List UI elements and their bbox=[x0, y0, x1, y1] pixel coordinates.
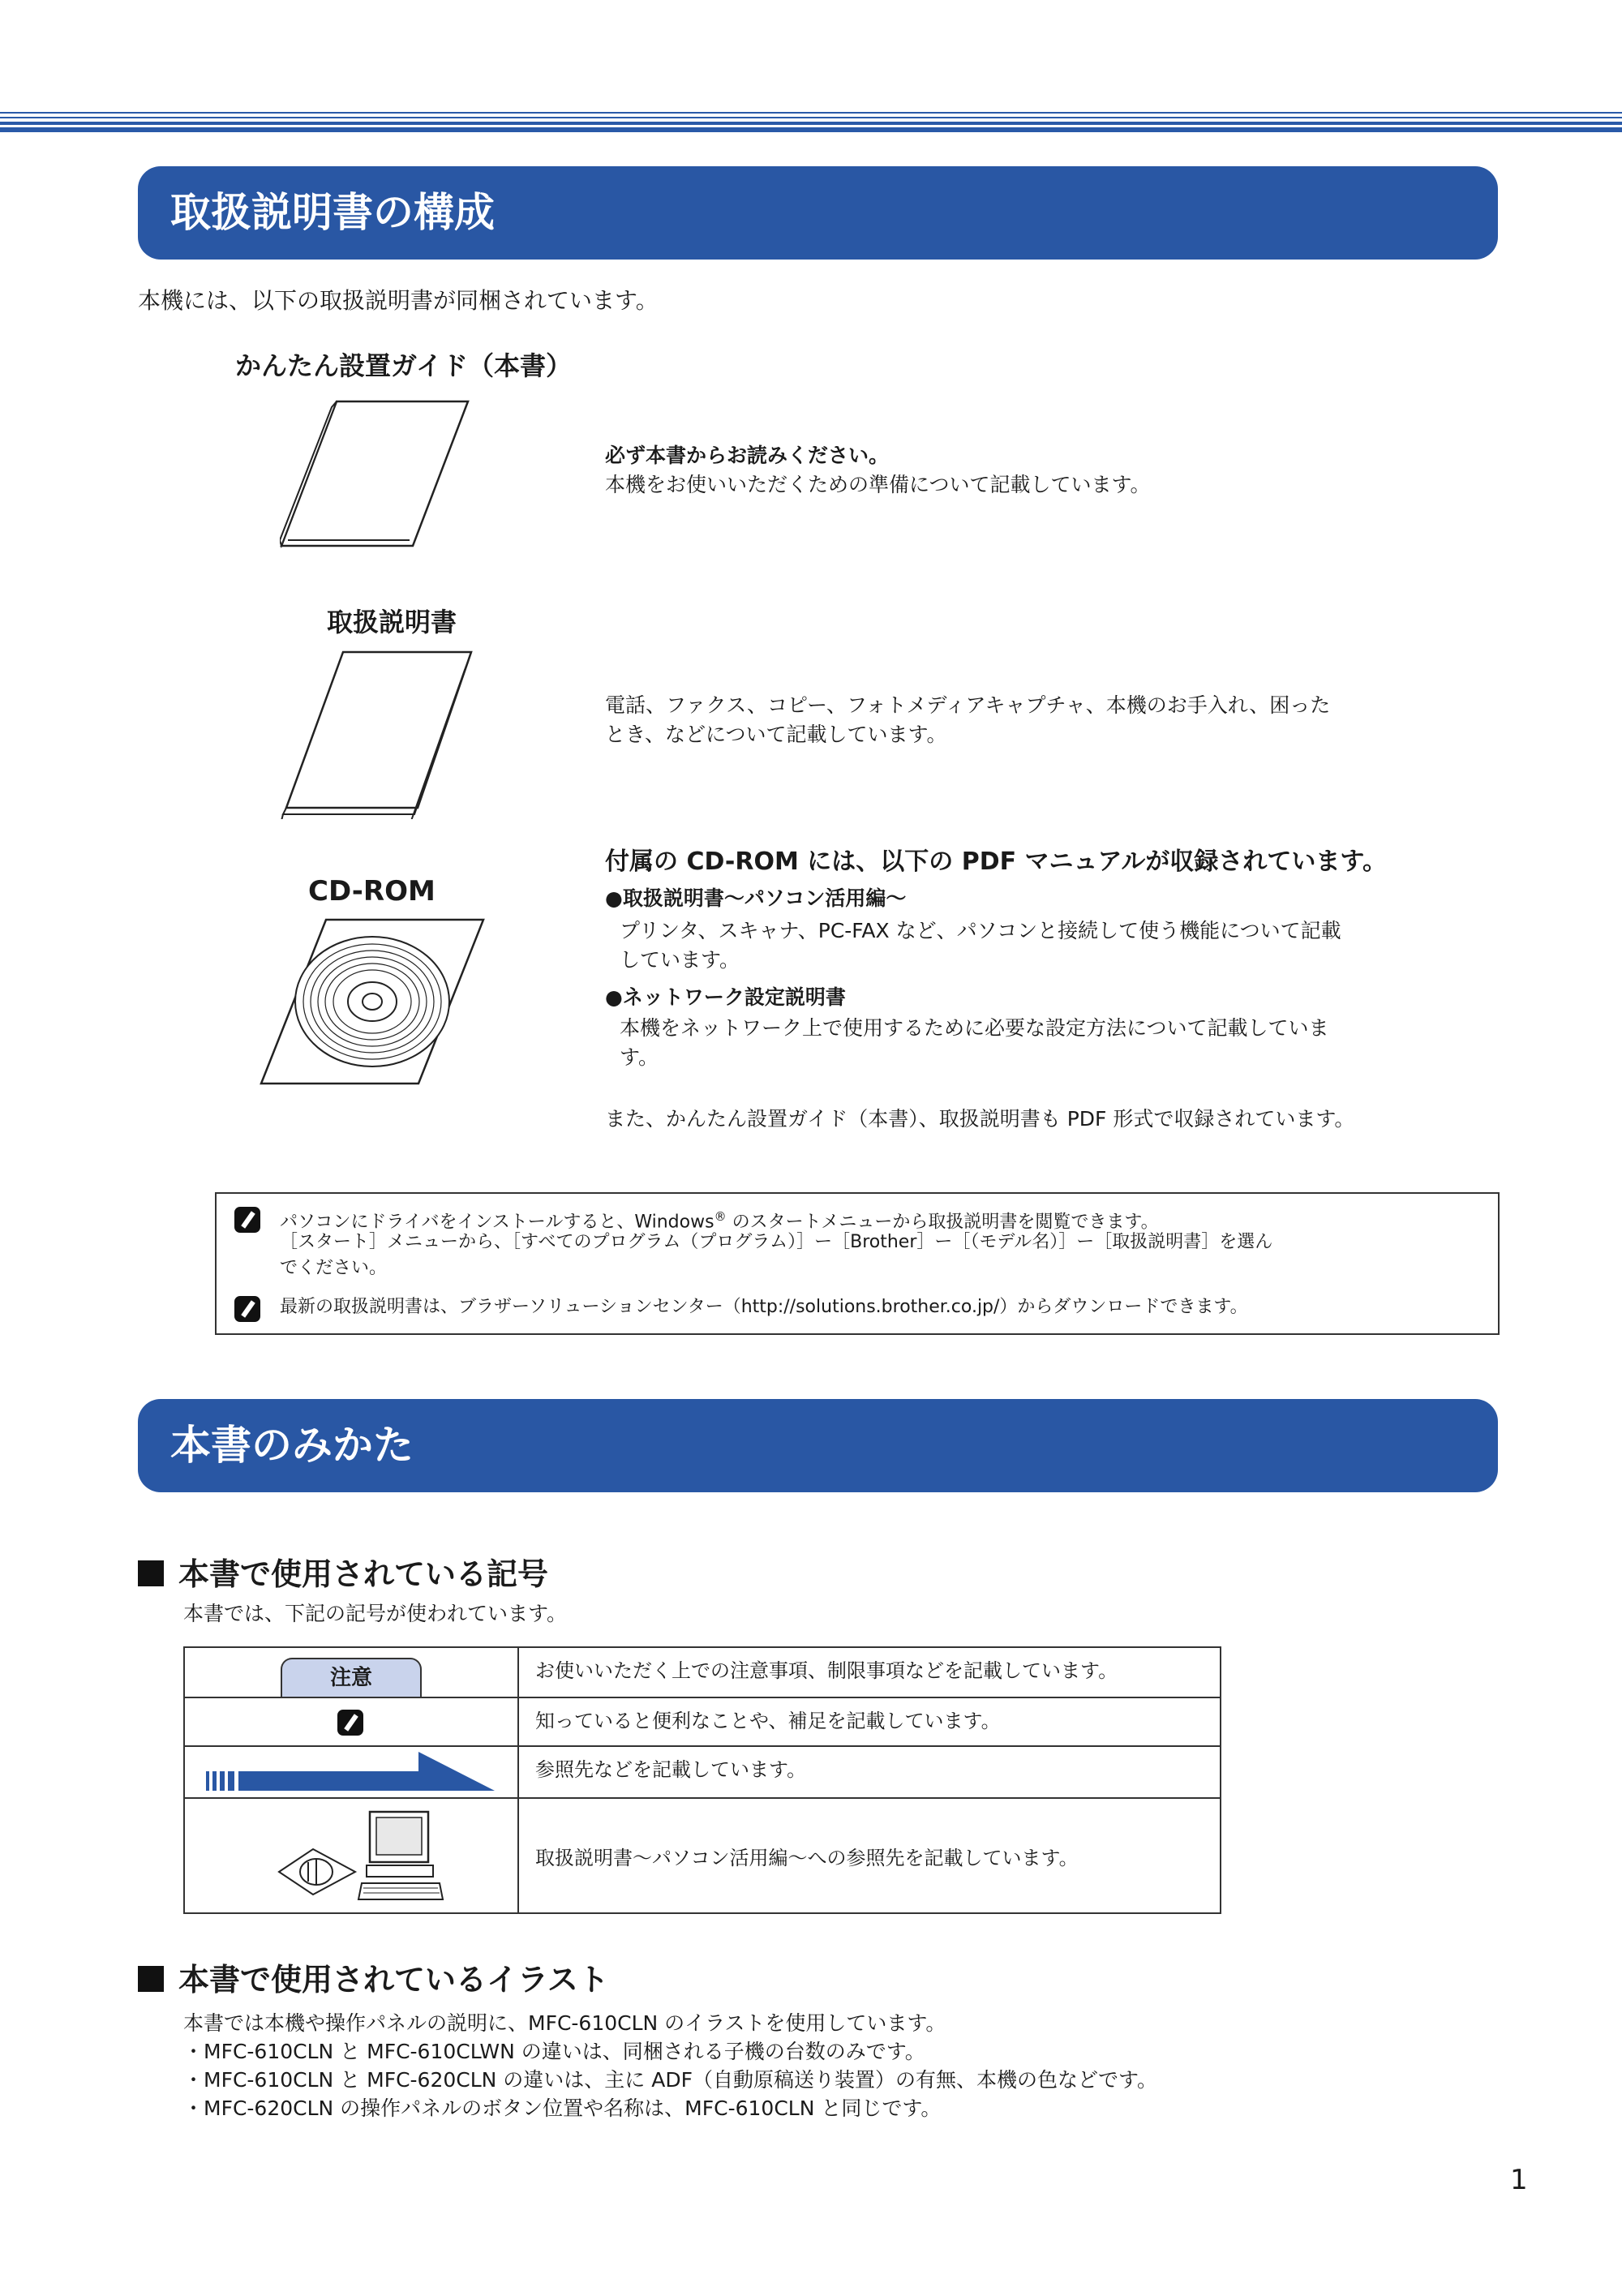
top-rule-4 bbox=[0, 127, 1622, 132]
symbols-heading bbox=[138, 1549, 548, 1594]
symbols-intro: 本書では、下記の記号が使われています。 bbox=[183, 1602, 568, 1625]
memo-icon bbox=[337, 1710, 363, 1736]
desc-cell bbox=[518, 1746, 1221, 1798]
top-rule-1 bbox=[0, 112, 1622, 114]
cd-rom-icon bbox=[260, 916, 487, 1087]
note1-line1a: パソコンにドライバをインストールすると、Windows bbox=[280, 1212, 714, 1233]
caution-tag bbox=[281, 1658, 422, 1697]
page-number: 1 bbox=[1510, 2164, 1528, 2196]
desc-cell bbox=[518, 1697, 1221, 1746]
note1-line1b: のスタートメニューから取扱説明書を閲覧できます。 bbox=[726, 1212, 1159, 1233]
symbol-cell bbox=[184, 1647, 518, 1697]
illustrations-line: ・MFC-610CLN と MFC-620CLN の違いは、主に ADF（自動原稿送り装置）の有無、本機の色などです。 bbox=[183, 2068, 1157, 2092]
illustrations-line: ・MFC-610CLN と MFC-610CLWN の違いは、同梱される子機の台数のみです。 bbox=[183, 2040, 925, 2063]
row-desc: 取扱説明書～パソコン活用編～への参照先を記載しています。 bbox=[535, 1846, 1079, 1869]
illustrations-heading-text: 本書で使用されているイラスト bbox=[178, 1962, 609, 1998]
table-row bbox=[184, 1647, 1221, 1697]
manual2-desc-line1: 電話、ファクス、コピー、フォトメディアキャプチャ、本機のお手入れ、困った bbox=[605, 693, 1331, 717]
memo-icon bbox=[234, 1207, 260, 1233]
cdrom-item1-line1: プリンタ、スキャナ、PC-FAX など、パソコンと接続して使う機能について記載 bbox=[620, 919, 1341, 942]
symbols-heading-text: 本書で使用されている記号 bbox=[178, 1556, 549, 1592]
top-rule-2 bbox=[0, 117, 1622, 118]
section-intro: 本機には、以下の取扱説明書が同梱されています。 bbox=[138, 287, 659, 314]
reference-arrow-icon bbox=[206, 1750, 498, 1796]
cdrom-item1-title: ●取扱説明書～パソコン活用編～ bbox=[605, 886, 907, 910]
cdrom-lead: 付属の CD-ROM には、以下の PDF マニュアルが収録されています。 bbox=[605, 848, 1387, 876]
cdrom-item2-line2: す。 bbox=[620, 1045, 659, 1069]
pc-reference-icon bbox=[274, 1809, 444, 1906]
book-icon bbox=[280, 649, 474, 819]
symbols-table bbox=[183, 1646, 1221, 1914]
symbol-cell bbox=[184, 1697, 518, 1746]
memo-icon bbox=[234, 1296, 260, 1322]
book-icon bbox=[280, 397, 474, 551]
cdrom-item1-line2: しています。 bbox=[620, 948, 740, 972]
section-title: 本書のみかた bbox=[170, 1422, 414, 1469]
note-box bbox=[215, 1192, 1500, 1335]
top-rule-3 bbox=[0, 122, 1622, 125]
illustrations-line: ・MFC-620CLN の操作パネルのボタン位置や名称は、MFC-610CLN と同じです。 bbox=[183, 2096, 942, 2120]
section-title: 取扱説明書の構成 bbox=[170, 189, 495, 236]
table-row bbox=[184, 1798, 1221, 1913]
manual-title-setup-guide: かんたん設置ガイド（本書） bbox=[235, 350, 573, 381]
caution-label: 注意 bbox=[329, 1666, 372, 1690]
desc-cell bbox=[518, 1798, 1221, 1913]
row-desc: 参照先などを記載しています。 bbox=[535, 1758, 807, 1781]
note1-line3: でください。 bbox=[280, 1258, 388, 1278]
cdrom-title: CD-ROM bbox=[308, 875, 436, 908]
row-desc: お使いいただく上での注意事項、制限事項などを記載しています。 bbox=[535, 1659, 1118, 1682]
cdrom-item2-title: ●ネットワーク設定説明書 bbox=[605, 985, 846, 1009]
table-row bbox=[184, 1746, 1221, 1798]
symbol-cell bbox=[184, 1746, 518, 1798]
cdrom-also: また、かんたん設置ガイド（本書）、取扱説明書も PDF 形式で収録されています。 bbox=[605, 1107, 1355, 1131]
desc-cell bbox=[518, 1647, 1221, 1697]
square-bullet-icon bbox=[138, 1966, 164, 1992]
section-banner-manuals bbox=[138, 166, 1498, 260]
square-bullet-icon bbox=[138, 1560, 164, 1586]
registered-mark: ® bbox=[714, 1209, 727, 1224]
manual1-desc: 本機をお使いいただくための準備について記載しています。 bbox=[605, 473, 1151, 496]
illustrations-line: 本書では本機や操作パネルの説明に、MFC-610CLN のイラストを使用しています。 bbox=[183, 2011, 946, 2035]
manual2-desc-line2: とき、などについて記載しています。 bbox=[605, 723, 947, 746]
row-desc: 知っていると便利なことや、補足を記載しています。 bbox=[535, 1710, 1001, 1732]
table-row bbox=[184, 1697, 1221, 1746]
section-banner-how-to-read bbox=[138, 1399, 1498, 1492]
note2: 最新の取扱説明書は、ブラザーソリューションセンター（http://solutions.brother.co.jp/）からダウンロードできます。 bbox=[280, 1297, 1248, 1317]
symbol-cell bbox=[184, 1798, 518, 1913]
illustrations-heading bbox=[138, 1955, 609, 1999]
manual-title-user-guide: 取扱説明書 bbox=[327, 607, 457, 637]
manual1-lead: 必ず本書からお読みください。 bbox=[605, 444, 890, 467]
note1-line2: ［スタート］メニューから、［すべてのプログラム（プログラム）］ー［Brother］ー［（モデル名）］ー［取扱説明書］を選ん bbox=[280, 1232, 1273, 1252]
cdrom-item2-line1: 本機をネットワーク上で使用するために必要な設定方法について記載していま bbox=[620, 1016, 1329, 1040]
